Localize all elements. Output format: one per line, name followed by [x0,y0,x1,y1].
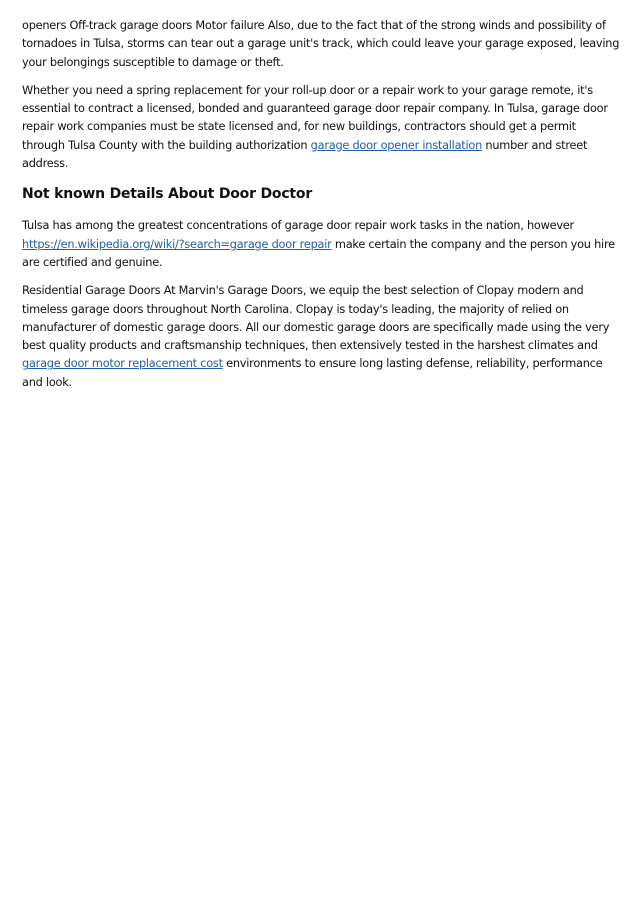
paragraph-residential-doors [22,281,620,391]
document-page [22,16,620,401]
paragraph-text: number and street address. [22,137,588,171]
paragraph-text: environments to ensure long lasting defense, reliability, performance and look. [22,356,603,389]
paragraph-text: Residential Garage Doors At Marvin's Garage Doors, we equip the best selection of Clopay modern and timeless garage doors throughout North Carolina. Clopay is today's leading, the majority of relied on manufacturer of domestic garage doors. All our domestic garage doors are specifically made using the very best quality products and craftsmanship techniques, then extensively tested in the harshest climates and [22,283,610,353]
section-heading: Not known Details About Door Doctor [22,186,313,203]
paragraph-licensed-repair [22,81,620,172]
link-garage-door-opener-installation[interactable]: garage door opener installation [310,137,483,152]
paragraph-text: Whether you need a spring replacement for your roll-up door or a repair work to your garage remote, it's essential to contract a licensed, bonded and guaranteed garage door repair company. In Tulsa, garage door repair work companies must be state licensed and, for new buildings, contractors should get a permit through Tulsa County with the building authorization [22,82,608,152]
link-wikipedia-search[interactable]: https://en.wikipedia.org/wiki/?search=garage door repair [22,236,332,251]
paragraph-text: openers Off-track garage doors Motor failure Also, due to the fact that of the strong winds and possibility of tornadoes in Tulsa, storms can tear out a garage unit's track, which could leave your garage exposed, leaving your belongings susceptible to damage or theft. [22,18,620,69]
paragraph-text: make certain the company and the person you hire are certified and genuine. [22,236,615,269]
paragraph-tulsa-repair [22,216,620,271]
paragraph-storm-damage [22,16,620,71]
paragraph-text: Tulsa has among the greatest concentrations of garage door repair work tasks in the nation, however [22,218,574,233]
link-garage-door-motor-replacement-cost[interactable]: garage door motor replacement cost [22,356,223,371]
